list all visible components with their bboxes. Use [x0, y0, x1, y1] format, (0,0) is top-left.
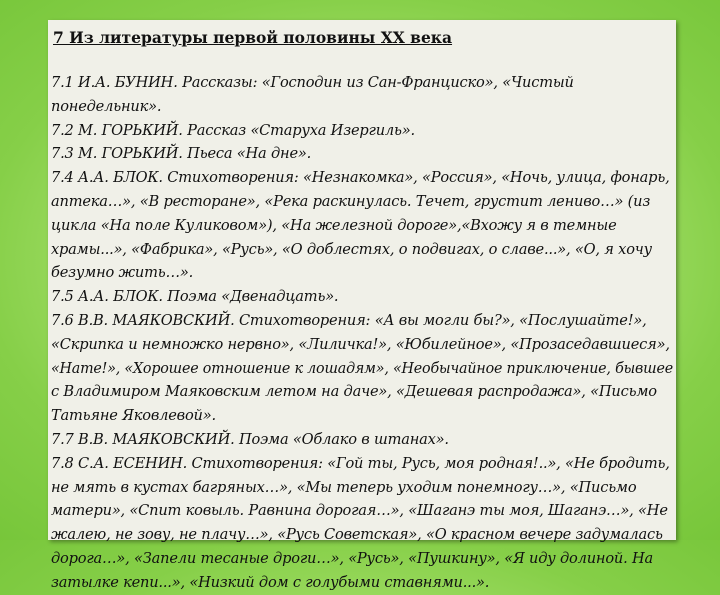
text-line: храмы...», «Фабрика», «Русь», «О доблестях, о подвигах, о славе...», «О, я хочу: [51, 240, 652, 258]
text-line: безумно жить…».: [51, 264, 194, 282]
text-line: 7.2 М. ГОРЬКИЙ. Рассказ «Старуха Изергиль».: [51, 121, 415, 139]
text-line: «Нате!», «Хорошее отношение к лошадям», «Необычайное приключение, бывшее: [51, 359, 673, 377]
text-line: жалею, не зову, не плачу…», «Русь Советская», «О красном вечере задумалась: [51, 526, 663, 544]
text-line: 7.8 С.А. ЕСЕНИН. Стихотворения: «Гой ты, Русь, моя родная!..», «Не бродить,: [51, 454, 670, 472]
text-line: 7.6 В.В. МАЯКОВСКИЙ. Стихотворения: «А вы могли бы?», «Послушайте!»,: [51, 311, 647, 329]
text-line: 7.3 М. ГОРЬКИЙ. Пьеса «На дне».: [51, 145, 312, 163]
text-line: 7.1 И.А. БУНИН. Рассказы: «Господин из Сан-Франциско», «Чистый: [51, 74, 574, 91]
text-line: 7.5 А.А. БЛОК. Поэма «Двенадцать».: [51, 288, 339, 306]
text-line: матери», «Спит ковыль. Равнина дорогая…», «Шаганэ ты моя, Шаганэ…», «Не: [51, 502, 668, 520]
slide-title: 7 Из литературы первой половины ХХ века: [53, 28, 453, 47]
slide-panel: [48, 20, 676, 591]
text-line: Татьяне Яковлевой».: [51, 407, 216, 425]
slide-body: [51, 71, 673, 595]
text-line: затылке кепи...», «Низкий дом с голубыми ставнями...».: [51, 573, 490, 591]
text-line: не мять в кустах багряных…», «Мы теперь уходим понемногу…», «Письмо: [51, 478, 637, 496]
text-line: с Владимиром Маяковским летом на даче», «Дешевая распродажа», «Письмо: [51, 383, 657, 401]
text-line: 7.4 А.А. БЛОК. Стихотворения: «Незнакомка», «Россия», «Ночь, улица, фонарь,: [51, 169, 670, 187]
text-line: понедельник».: [51, 97, 162, 115]
text-line: 7.7 В.В. МАЯКОВСКИЙ. Поэма «Облако в штанах».: [51, 430, 449, 448]
text-line: дорога…», «Запели тесаные дроги…», «Русь», «Пушкину», «Я иду долиной. На: [51, 549, 654, 567]
text-line: цикла «На поле Куликовом»), «На железной дороге»,«Вхожу я в темные: [51, 216, 617, 234]
text-line: «Скрипка и немножко нервно», «Лиличка!», «Юбилейное», «Прозаседавшиеся»,: [51, 335, 670, 353]
text-line: аптека…», «В ресторане», «Река раскинулась. Течет, грустит лениво…» (из: [51, 192, 651, 210]
